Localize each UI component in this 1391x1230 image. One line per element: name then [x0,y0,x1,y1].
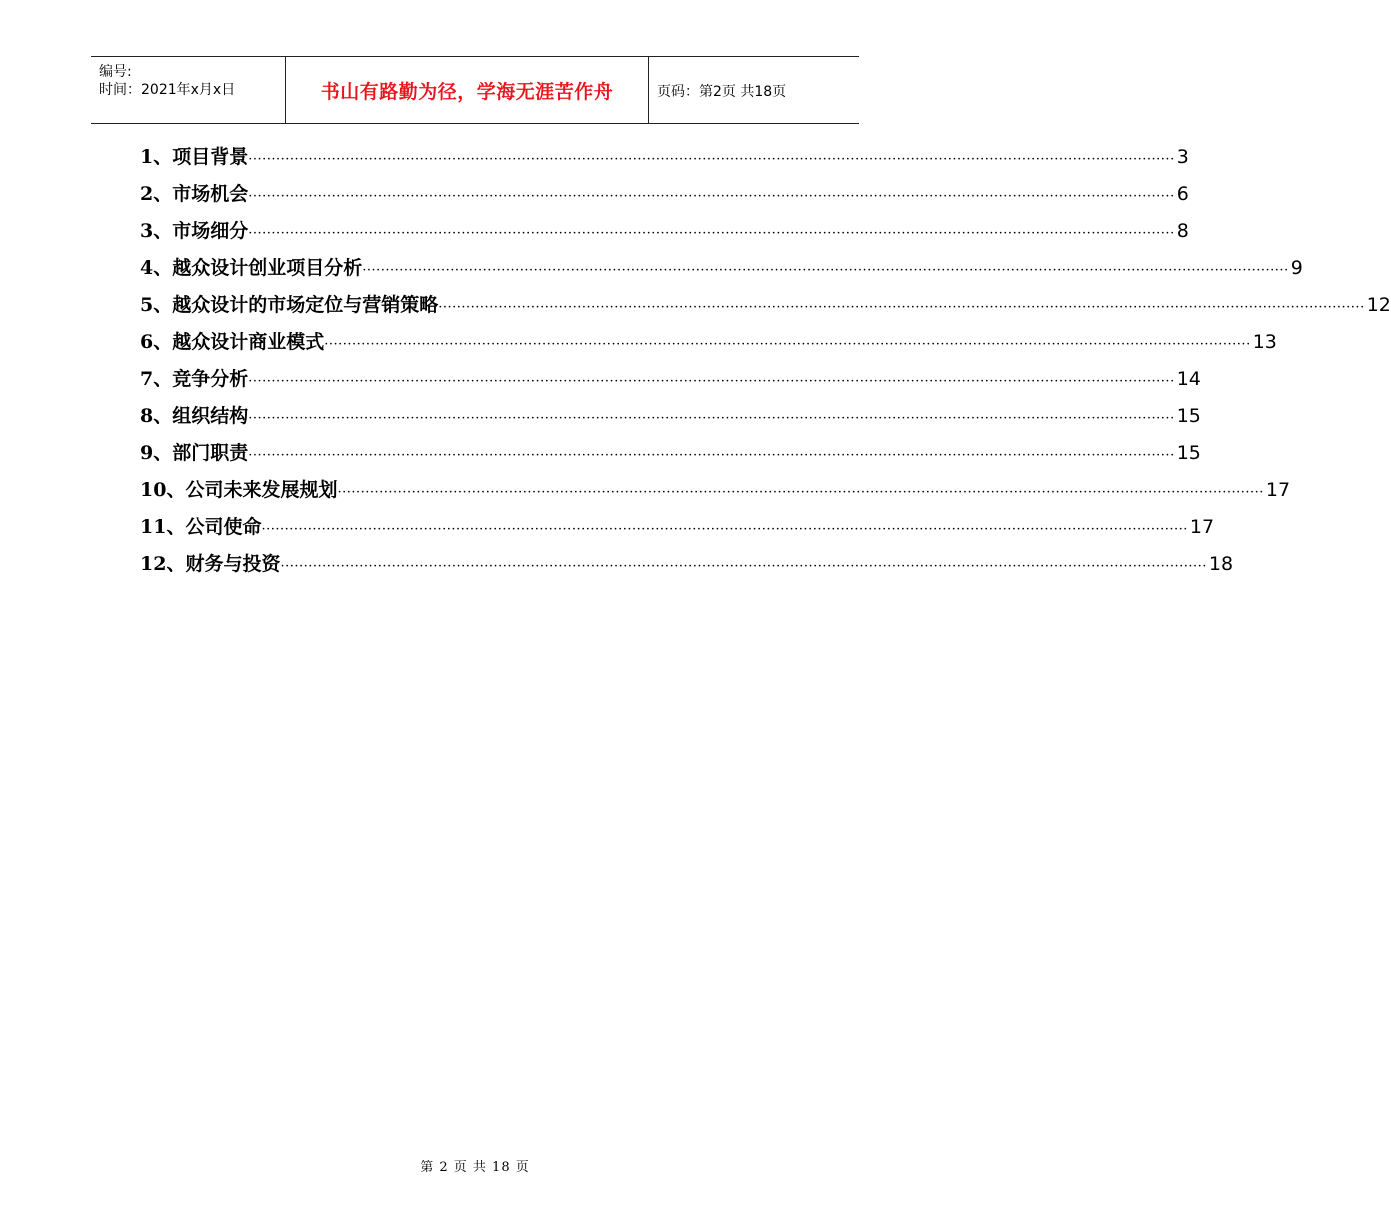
toc-entry[interactable] [140,329,1277,366]
toc-leader-dots: ········································································································································································································ [248,189,1175,204]
toc-leader-dots: ········································································································································································································ [248,448,1175,463]
header-page-cell [649,57,859,123]
toc-leader-dots: ········································································································································································································ [248,374,1175,389]
toc-entry[interactable] [140,218,1189,255]
toc-entry[interactable] [140,292,1391,329]
toc-leader-dots: ········································································································································································································ [324,337,1251,352]
toc-entry-title: 10、公司未来发展规划 [140,479,338,501]
toc-entry-page: 14 [1176,368,1201,390]
toc-entry-title: 4、越众设计创业项目分析 [140,257,363,279]
toc-entry-title: 5、越众设计的市场定位与营销策略 [140,294,439,316]
toc-entry-title: 1、项目背景 [140,146,249,168]
toc-entry[interactable] [140,440,1201,477]
toc-entry-page: 15 [1176,405,1201,427]
header-page-code: 页码：第2页 共18页 [657,84,787,100]
toc-leader-dots: ········································································································································································································ [261,522,1188,537]
document-number-label: 编号: [99,64,132,80]
toc-leader-dots: ········································································································································································································ [280,559,1207,574]
toc-entry-title: 3、市场细分 [140,220,249,242]
toc-entry[interactable] [140,144,1189,181]
header-info-cell [91,57,286,123]
document-time-label: 时间：2021年x月x日 [99,82,236,98]
toc-entry-page: 13 [1252,331,1277,353]
toc-entry-title: 7、竞争分析 [140,368,249,390]
toc-entry-title: 9、部门职责 [140,442,249,464]
toc-leader-dots: ········································································································································································································ [248,226,1175,241]
toc-entry-title: 2、市场机会 [140,183,249,205]
page-footer: 第 2 页 共 18 页 [420,1160,530,1175]
toc-entry[interactable] [140,181,1189,218]
toc-leader-dots: ········································································································································································································ [438,300,1365,315]
toc-entry-page: 8 [1176,220,1189,242]
toc-leader-dots: ········································································································································································································ [248,411,1175,426]
toc-entry-page: 3 [1176,146,1189,168]
toc-entry-title: 6、越众设计商业模式 [140,331,325,353]
toc-leader-dots: ········································································································································································································ [362,263,1289,278]
toc-entry-page: 17 [1189,516,1215,538]
toc-entry-page: 17 [1265,479,1291,501]
table-of-contents [140,144,1391,588]
toc-entry[interactable] [140,477,1291,514]
header-motto-cell [286,57,649,123]
toc-leader-dots: ········································································································································································································ [248,152,1175,167]
header-motto: 书山有路勤为径，学海无涯苦作舟 [320,81,614,103]
toc-entry-page: 6 [1176,183,1189,205]
toc-entry-page: 12 [1366,294,1391,316]
toc-entry[interactable] [140,403,1201,440]
toc-entry[interactable] [140,255,1303,292]
toc-entry-title: 8、组织结构 [140,405,249,427]
toc-entry-title: 11、公司使命 [140,516,262,538]
toc-entry[interactable] [140,551,1234,588]
toc-entry-page: 15 [1176,442,1201,464]
toc-entry-page: 18 [1208,553,1234,575]
toc-entry-title: 12、财务与投资 [140,553,281,575]
toc-leader-dots: ········································································································································································································ [337,485,1264,500]
toc-entry[interactable] [140,514,1215,551]
toc-entry[interactable] [140,366,1201,403]
document-header [91,56,859,124]
toc-entry-page: 9 [1290,257,1303,279]
